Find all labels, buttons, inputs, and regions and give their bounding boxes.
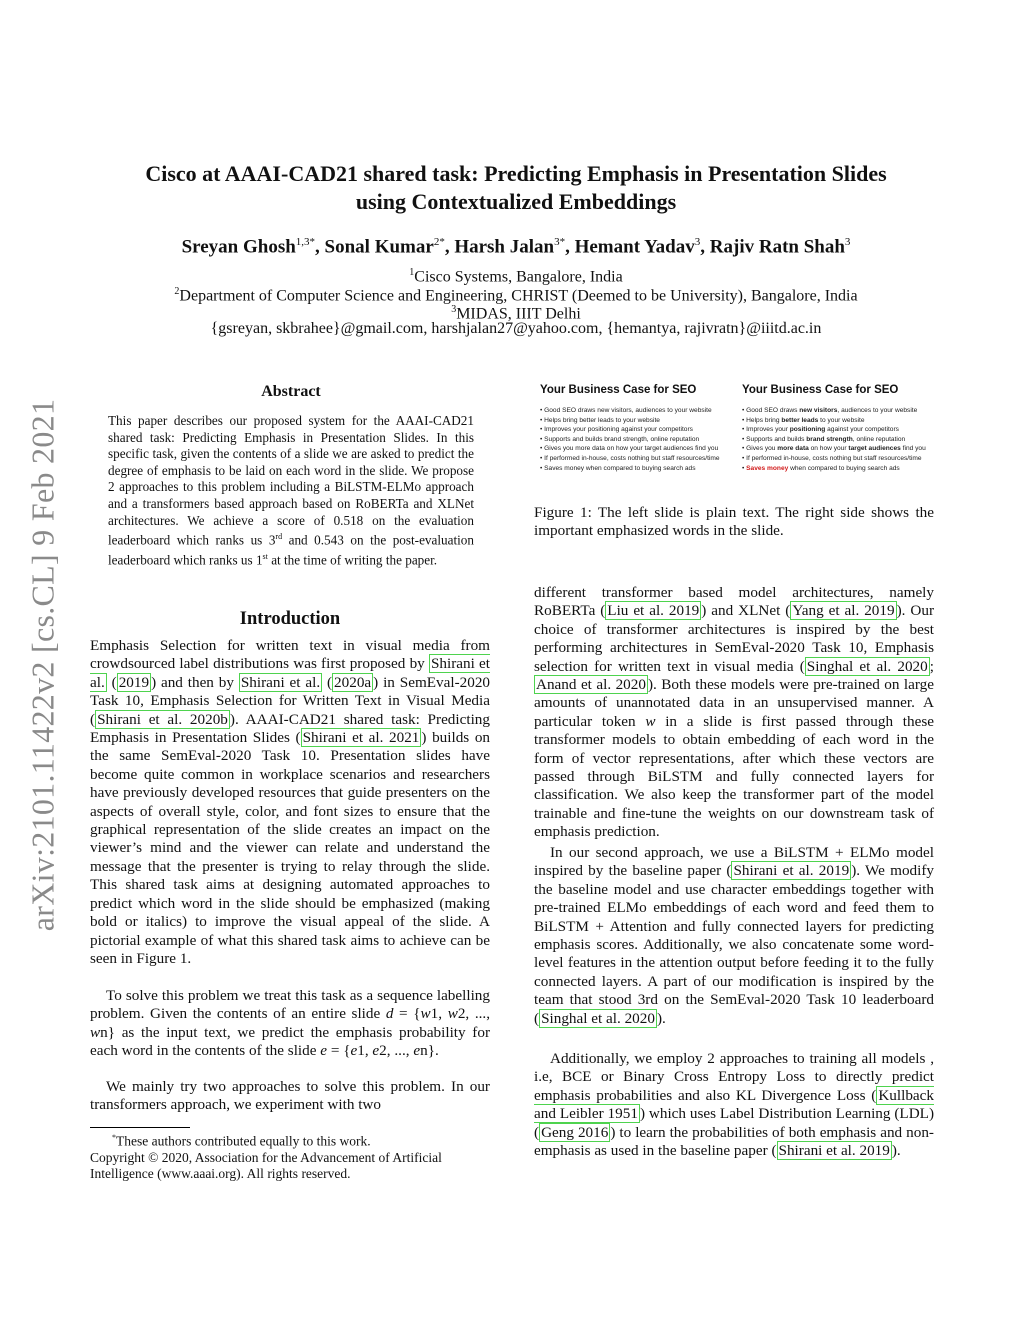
author-name: Sonal Kumar: [324, 236, 434, 258]
citation-link[interactable]: Shirani et al.: [240, 673, 321, 691]
author-name: Hemant Yadav: [574, 236, 695, 258]
slide-bullet: • Gives you more data on how your target audiences find you: [540, 445, 719, 453]
math-symbol: w: [447, 1005, 458, 1023]
citation-link[interactable]: Shirani et al. 2019: [778, 1142, 890, 1160]
slide-bullet: • Saves money when compared to buying search ads: [540, 464, 696, 472]
slide-bullet: • Supports and builds brand strength, online reputation: [742, 435, 906, 443]
math-symbol: e: [350, 1042, 358, 1060]
emphasized-word-red: Saves money: [746, 464, 789, 472]
introduction-paragraph-2: To solve this problem we treat this task as a sequence labelling problem. Given the contents of an entire slide d = {w1, w2, ..., wn} as the input text, we predict the emphasis probability for each word in the contents of the slide e = {e1, e2, ..., en}.: [90, 987, 491, 1060]
body-paragraph-right-2: In our second approach, we use a BiLSTM + ELMo model inspired by the baseline paper ( Shirani et al. 2019 ). We modify the baseline model and use character embeddings together with pre-trained ELMo embeddings of each word and feed them to BiLSTM + Attention and fully connected layers for predicting emphasis scores. Additionally, we also concatenate some word-level features in the attention output before feeding it to the fully connected layers. A part of our modification is inspired by the team that stood 3rd on the SemEval-2020 Task 10 leaderboard ( Singhal et al. 2020 ).: [534, 844, 934, 1027]
title-line-2: using Contextualized Embeddings: [355, 189, 677, 214]
slide-bullet: • Gives you more data on how your target audiences find you: [742, 445, 926, 453]
slide-plain-title: Your Business Case for SEO: [540, 384, 697, 396]
emphasized-word: better leads: [781, 416, 819, 424]
author-affiliation-mark: 3: [694, 236, 701, 248]
slide-bullet: • Improves your positioning against your competitors: [742, 426, 899, 434]
slide-plain: [534, 380, 729, 490]
citation-link[interactable]: Shirani et al. 2020b: [97, 710, 228, 728]
author-affiliation-mark: 2*: [433, 236, 445, 248]
slide-bullet: • Good SEO draws new visitors, audiences to your website: [540, 407, 712, 414]
math-symbol: w: [420, 1005, 431, 1023]
citation-link[interactable]: Geng 2016: [541, 1123, 609, 1141]
slide-emphasized: [736, 380, 931, 490]
abstract-heading: Abstract: [261, 383, 321, 400]
introduction-heading: Introduction: [239, 609, 341, 629]
citation-link[interactable]: Shirani et al.: [90, 655, 490, 691]
slide-bullet: • Helps bring better leads to your website: [540, 416, 660, 424]
title-line-1: Cisco at AAAI-CAD21 shared task: Predicting Emphasis in Presentation Slides: [145, 161, 887, 186]
math-symbol: w: [90, 1023, 101, 1041]
citation-link[interactable]: Kullback and Leibler 1951: [534, 1086, 934, 1123]
copyright-notice: Copyright © 2020, Association for the Advancement of Artificial Intelligence (www.aaai.org). All rights reserved.: [90, 1149, 442, 1182]
math-symbol: e: [320, 1042, 328, 1060]
author-name: Rajiv Ratn Shah: [709, 236, 845, 258]
math-symbol: e: [372, 1042, 380, 1060]
citation-link[interactable]: 2020a: [334, 673, 372, 691]
emphasized-word: target audiences: [848, 445, 901, 453]
math-symbol: d: [385, 1005, 394, 1023]
citation-link[interactable]: Shirani et al. 2019: [733, 862, 850, 880]
affiliation-1: $^1$Cisco Systems, Bangalore, India: [409, 267, 623, 286]
math-symbol: w: [645, 712, 656, 730]
figure-1-caption: Figure 1: The left slide is plain text. The right side shows the important emphasized words in the slide.: [534, 504, 934, 540]
abstract-body: This paper describes our proposed system for the AAAI-CAD21 shared task: Predicting Emphasis in Presentation Slides. In this specific task, given the contents of a slide we are asked to predict the degree of emphasis to be laid on each word in the slide. We propose 2 approaches to this problem including a BiLSTM-ELMo approach and a transformers based approach based on RoBERTa and XLNet architectures. We achieve a score of 0.518 on the evaluation leaderboard which ranks us 3rd and 0.543 on the post-evaluation leaderboard which ranks us 1st at the time of writing the paper.: [108, 413, 474, 568]
citation-link[interactable]: Singhal et al. 2020: [806, 657, 928, 675]
emphasized-word: positioning: [789, 426, 826, 434]
slide-bullet: • Helps bring better leads to your website: [742, 416, 865, 424]
slide-emphasized-title: Your Business Case for SEO: [742, 384, 899, 396]
author-name: Sreyan Ghosh: [181, 236, 296, 258]
footnote-rule: [90, 1127, 190, 1128]
body-paragraph-right-1: different transformer based model architectures, namely RoBERTa ( Liu et al. 2019 ) and XLNet ( Yang et al. 2019 ). Our choice of transformer architectures is inspired by the best performing architectures in SemEval-2020 Task 10, Emphasis selection for written text in visual media ( Singhal et al. 2020 ; Anand et al. 2020 ). Both these models were pre-trained on large amounts of unannotated data in an unsupervised manner. A particular token w in a slide is first passed through these transformer models to obtain embedding of each word in the form of vector representations, after which these vectors are passed through BiLSTM and fully connected layers for classification. We also keep the transformer part of the model trainable and fine-tune the weights on our downstream task of emphasis prediction.: [534, 584, 935, 841]
author-name: Harsh Jalan: [454, 236, 555, 258]
slide-bullet: • Improves your positioning against your competitors: [540, 426, 693, 434]
slide-bullet: • Supports and builds brand strength, online reputation: [540, 435, 700, 443]
affiliation-3: $^3$MIDAS, IIIT Delhi: [451, 304, 581, 323]
slide-bullet: • Saves money when compared to buying search ads: [742, 464, 900, 472]
author-affiliation-mark: 3*: [554, 236, 566, 248]
citation-link[interactable]: Shirani et al. 2021: [302, 729, 420, 747]
citation-link[interactable]: Anand et al. 2020: [536, 676, 646, 694]
slide-bullet: • If performed in-house, costs nothing but staff resources/time: [742, 454, 922, 462]
slide-plain-bullets: [534, 406, 729, 473]
citation-link[interactable]: Yang et al. 2019: [792, 602, 895, 620]
author-list: Sreyan Ghosh$^{1,3*}$, Sonal Kumar$^{2*}$, Harsh Jalan$^{3*}$, Hemant Yadav$^3$, Rajiv Ratn Shah$^3$: [181, 236, 851, 258]
citation-link[interactable]: Singhal et al. 2020: [541, 1009, 655, 1027]
introduction-paragraph-1: Emphasis Selection for written text in visual media from crowdsourced label distributions was first proposed by Shirani et al. ( 2019 ) and then by Shirani et al. ( 2020a ) in SemEval-2020 Task 10, Emphasis Selection for Written Text in Visual Media ( Shirani et al. 2020b ). AAAI-CAD21 shared task: Predicting Emphasis in Presentation Slides ( Shirani et al. 2021 ) builds on the same SemEval-2020 Task 10. Presentation slides have become quite common in workplace scenarios and researchers have previously developed resources that guide presenters on the aspects of overall style, color, and font sizes to ensure that the graphical representation of the slide creates an impact on the viewer’s mind and the viewer can relate and understand the message that the presenter is trying to relay through the slide. This shared task aims at designing automated approaches to predict which word in the slide should be emphasized (making bold or italics) to improve the visual appeal of the slide. A pictorial example of what this shared task aims to achieve can be seen in Figure 1.: [90, 637, 491, 967]
paper-title: [90, 160, 942, 216]
citation-link[interactable]: 2019: [118, 673, 150, 691]
author-emails: {gsreyan, skbrahee}@gmail.com, harshjalan27@yahoo.com, {hemantya, rajivratn}@iiitd.ac.in: [210, 320, 822, 337]
emphasized-word: brand strength: [806, 435, 853, 443]
body-paragraph-right-3: Additionally, we employ 2 approaches to training all models , i.e, BCE or Binary Cross Entropy Loss to directly predict emphasis probabilities and also KL Divergence Loss ( Kullback and Leibler 1951 ) which uses Label Distribution Learning (LDL) ( Geng 2016 ) to learn the probabilities of both emphasis and non-emphasis as used in the baseline paper ( Shirani et al. 2019 ).: [534, 1050, 935, 1160]
footnote: [90, 1130, 490, 1182]
affiliation-2: $^2$Department of Computer Science and Engineering, CHRIST (Deemed to be University), Bangalore, India: [174, 286, 858, 305]
slide-bullet: • Good SEO draws new visitors, audiences to your website: [742, 407, 918, 414]
math-symbol: e: [413, 1042, 421, 1060]
citation-link[interactable]: Liu et al. 2019: [607, 602, 700, 620]
figure-1: [534, 380, 934, 490]
emphasized-word: more data: [777, 445, 809, 453]
slide-emphasized-bullets: [736, 406, 931, 473]
introduction-paragraph-3: We mainly try two approaches to solve this problem. In our transformers approach, we experiment with two: [90, 1078, 490, 1114]
arxiv-stamp-text: arXiv:2101.11422v2 [cs.CL] 9 Feb 2021: [24, 398, 61, 932]
author-affiliation-mark: 3: [844, 236, 851, 248]
slide-bullet: • If performed in-house, costs nothing but staff resources/time: [540, 454, 720, 462]
emphasized-word: new visitors: [799, 407, 838, 414]
author-affiliation-mark: 1,3*: [295, 236, 316, 248]
footnote-equal-contribution: *These authors contributed equally to this work.: [112, 1133, 371, 1149]
arxiv-stamp: [18, 370, 68, 960]
